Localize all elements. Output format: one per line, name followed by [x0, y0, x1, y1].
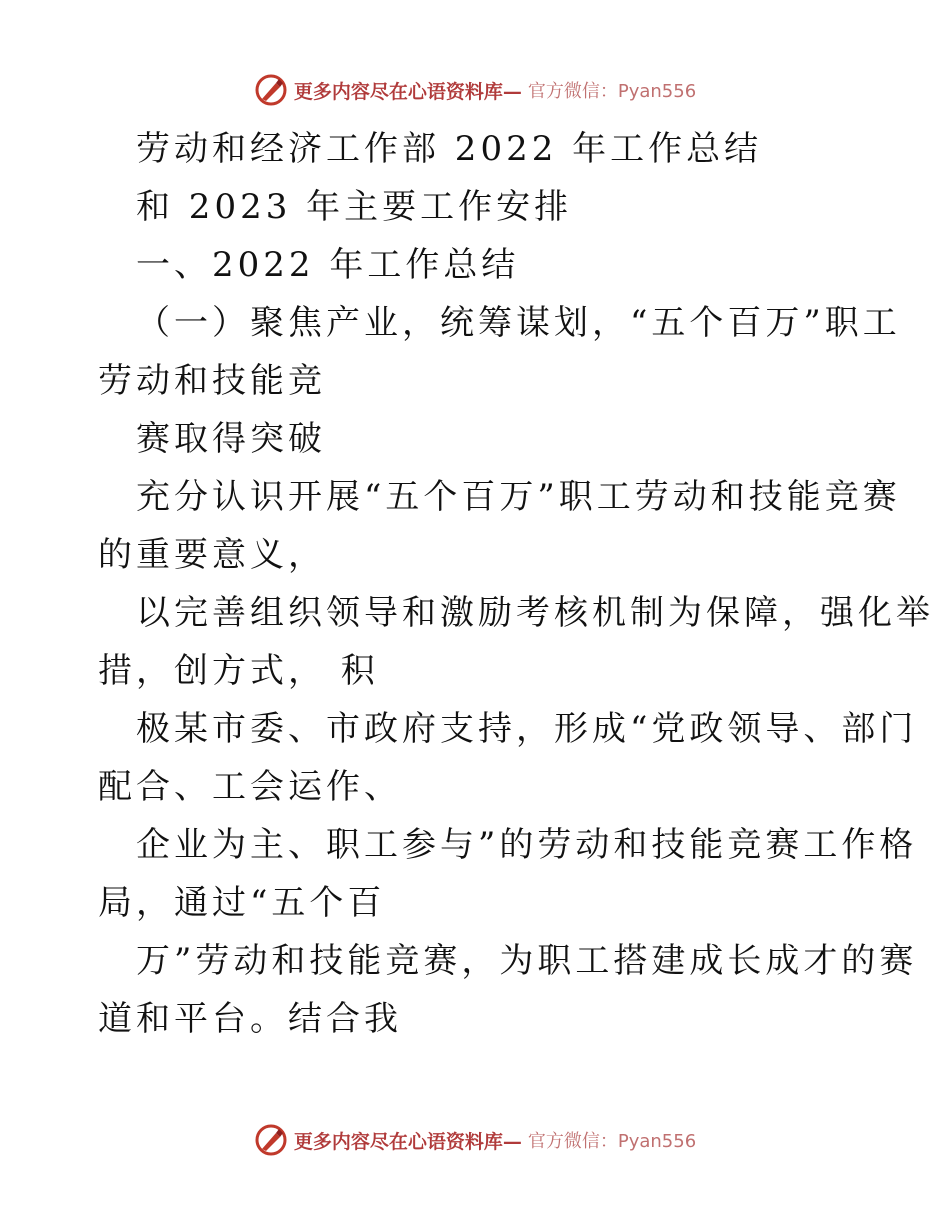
- doc-line: 以完善组织领导和激励考核机制为保障，强化举: [136, 593, 934, 633]
- doc-line: 企业为主、职工参与”的劳动和技能竞赛工作格: [136, 825, 918, 865]
- doc-line: 充分认识开展“五个百万”职工劳动和技能竞赛: [136, 477, 901, 517]
- header-banner-text: 更多内容尽在心语资料库—: [293, 80, 522, 103]
- footer-banner-inner: [254, 1123, 696, 1157]
- doc-line: 劳动和经济工作部 2022 年工作总结: [136, 129, 763, 169]
- header-banner: [0, 70, 950, 110]
- doc-line: 措，创方式， 积: [98, 651, 379, 691]
- doc-line: 的重要意义，: [98, 535, 326, 575]
- doc-line: 极某市委、市政府支持，形成“党政领导、部门: [136, 709, 918, 749]
- document-body: [98, 120, 934, 1048]
- doc-line: 一、2022 年工作总结: [136, 245, 520, 285]
- header-banner-inner: [254, 73, 696, 107]
- footer-banner-text: 更多内容尽在心语资料库—: [293, 1130, 522, 1153]
- doc-line: 配合、工会运作、: [98, 767, 402, 807]
- pen-logo-icon: [254, 1123, 288, 1157]
- doc-line: 万”劳动和技能竞赛，为职工搭建成长成才的赛: [136, 941, 918, 981]
- doc-line: 赛取得突破: [136, 419, 326, 459]
- header-banner-wechat: 官方微信：Pyan556: [527, 81, 697, 102]
- footer-banner: [0, 1120, 950, 1160]
- doc-line: 局，通过“五个百: [98, 883, 386, 923]
- doc-line: 和 2023 年主要工作安排: [136, 187, 573, 227]
- doc-line: （一）聚焦产业，统筹谋划，“五个百万”职工: [136, 303, 901, 343]
- doc-line: 道和平台。结合我: [98, 999, 402, 1039]
- doc-line: 劳动和技能竞: [98, 361, 326, 401]
- footer-banner-wechat: 官方微信：Pyan556: [527, 1131, 697, 1152]
- pen-logo-icon: [254, 73, 288, 107]
